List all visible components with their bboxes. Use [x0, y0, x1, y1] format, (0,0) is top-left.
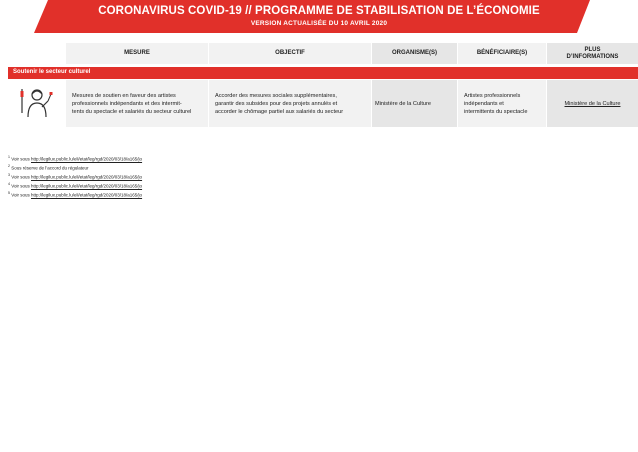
footnote-2-text: Sous réserve de l’accord du régulateur: [11, 165, 89, 171]
column-header-organisme-label: ORGANISME(S): [392, 50, 437, 56]
footnote-2-number: 2: [8, 164, 10, 168]
cell-organisme-text: Ministère de la Culture: [375, 100, 431, 107]
cell-objectif-line3: accorder le chômage partiel aux salariés du secteur: [215, 108, 344, 115]
cell-mesure: [66, 80, 208, 127]
section-label: Soutenir le secteur culturel: [13, 69, 91, 75]
footnote-5: [8, 190, 142, 199]
footnote-4-text: Voir sous: [11, 183, 31, 189]
section-icon-cell: [8, 80, 66, 127]
footnote-3-number: 3: [8, 173, 10, 177]
cell-mesure-line1: Mesures de soutien en faveur des artistes: [72, 92, 176, 99]
footnote-5-number: 5: [8, 191, 10, 195]
column-header-organisme: [372, 43, 457, 64]
cell-beneficiaire-line3: intermittents du spectacle: [464, 108, 528, 115]
page-title: CORONAVIRUS COVID-19 // PROGRAMME DE STABILISATION DE L’ÉCONOMIE: [98, 5, 540, 17]
column-header-beneficiaire: [458, 43, 546, 64]
footnote-1: [8, 154, 142, 163]
footnote-1-text: Voir sous: [11, 156, 31, 162]
header-banner: [0, 0, 638, 33]
footnote-1-link[interactable]: http://legilux.public.lu/eli/etat/leg/rgd/2020/03/18/a165/jo: [30, 156, 143, 162]
page-subtitle: VERSION ACTUALISÉE DU 10 AVRIL 2020: [250, 20, 388, 27]
cell-organisme: [372, 80, 457, 127]
footnote-5-text: Voir sous: [11, 192, 31, 198]
column-header-plus-info-line1: PLUS: [584, 46, 601, 53]
cell-objectif: [209, 80, 371, 127]
cell-mesure-line2: professionnels indépendants et des intermit-: [72, 100, 182, 107]
cell-beneficiaire-line2: indépendants et: [464, 100, 504, 107]
footnote-5-link[interactable]: http://legilux.public.lu/eli/etat/leg/rgd/2020/03/18/a165/jo: [30, 192, 143, 198]
footnote-2: [8, 163, 142, 172]
plus-info-link[interactable]: Ministère de la Culture: [564, 100, 621, 107]
cell-objectif-line2: garantir des subsides pour des projets annulés et: [215, 100, 338, 107]
column-header-plus-info-line2: D’INFORMATIONS: [566, 53, 619, 60]
footnote-4: [8, 181, 142, 190]
footnote-3: [8, 172, 142, 181]
column-header-objectif-label: OBJECTIF: [275, 50, 305, 56]
column-header-beneficiaire-label: BÉNÉFICIAIRE(S): [476, 50, 528, 56]
column-header-plus-info: [547, 43, 638, 64]
cell-plus-info: [547, 80, 638, 127]
cell-objectif-line1: Accorder des mesures sociales supplémentaires,: [215, 92, 337, 99]
column-header-mesure: [66, 43, 208, 64]
artist-painting-icon: [16, 83, 56, 123]
column-header-objectif: [209, 43, 371, 64]
cell-beneficiaire: [458, 80, 546, 127]
footnote-1-number: 1: [8, 155, 10, 159]
footnote-3-link[interactable]: http://legilux.public.lu/eli/etat/leg/rgd/2020/03/18/a165/jo: [30, 174, 143, 180]
cell-mesure-line3: tents du spectacle et salariés du secteur culturel: [72, 108, 192, 115]
footnotes: [8, 154, 142, 199]
column-header-mesure-label: MESURE: [124, 50, 150, 56]
cell-beneficiaire-line1: Artistes professionnels: [464, 92, 521, 99]
footnote-4-number: 4: [8, 182, 10, 186]
section-bar: [8, 67, 638, 79]
footnote-4-link[interactable]: http://legilux.public.lu/eli/etat/leg/rgd/2020/03/18/a165/jo: [30, 183, 143, 189]
footnote-3-text: Voir sous: [11, 174, 31, 180]
